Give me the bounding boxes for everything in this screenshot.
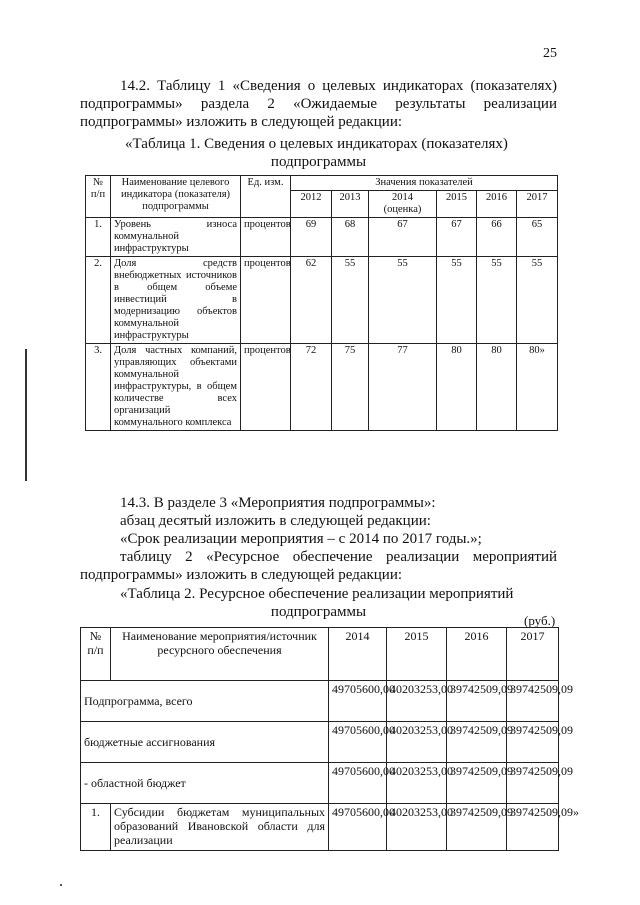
indicator-value: 62 (291, 257, 332, 344)
indicator-value: 55 (477, 257, 517, 344)
margin-bracket-mark (25, 349, 27, 481)
indicator-value: 69 (291, 218, 332, 257)
row-num: 1. (81, 804, 111, 851)
table1-year: 2016 (477, 191, 517, 218)
table2-header-row (81, 628, 559, 681)
indicator-value: 80 (477, 344, 517, 431)
section-14-3-line3: «Срок реализации мероприятия – с 2014 по 2017 годы.»; (120, 531, 482, 547)
table1-year: 2013 (332, 191, 369, 218)
table1-year: 2014 (оценка) (369, 191, 437, 218)
resource-value: 40203253,00 (387, 722, 447, 763)
resource-name: Субсидии бюджетам муниципальных образований Ивановской области для реализации (111, 804, 329, 851)
section-14-2-line3: подпрограммы» изложить в следующей редакции: (80, 114, 403, 130)
indicator-value: 66 (477, 218, 517, 257)
resource-value: 49705600,00 (329, 681, 387, 722)
table2-year: 2017 (507, 628, 559, 681)
indicator-value: 67 (437, 218, 477, 257)
resource-name: - областной бюджет (81, 763, 329, 804)
row-num: 1. (86, 218, 111, 257)
indicator-value: 80 (437, 344, 477, 431)
indicator-value: 55 (517, 257, 558, 344)
table-row (86, 218, 558, 257)
indicator-value: 67 (369, 218, 437, 257)
section-14-2-line1: 14.2. Таблицу 1 «Сведения о целевых индикаторах (показателях) (120, 78, 557, 94)
table2-header-name: Наименование мероприятия/источник ресурсного обеспечения (111, 628, 329, 681)
resource-value: 40203253,00 (387, 681, 447, 722)
resource-value: 39742509,09» (507, 804, 559, 851)
indicator-name: Доля средств внебюджетных источников в общем объеме инвестиций в модернизацию объектов коммунальной инфраструктуры (111, 257, 241, 344)
table-row (81, 763, 559, 804)
indicators-table (85, 175, 558, 431)
indicator-name: Уровень износа коммунальной инфраструктуры (111, 218, 241, 257)
unit-note: (руб.) (524, 613, 556, 628)
resource-value: 39742509,09 (447, 804, 507, 851)
resource-value: 39742509,09 (447, 681, 507, 722)
resource-value: 49705600,00 (329, 763, 387, 804)
indicator-value: 72 (291, 344, 332, 431)
indicator-unit: процентов (241, 257, 291, 344)
table1-year: 2017 (517, 191, 558, 218)
table2-title-line2: подпрограммы (270, 604, 367, 620)
table-row (81, 681, 559, 722)
table1-header-values: Значения показателей (291, 176, 558, 191)
resource-name: бюджетные ассигнования (81, 722, 329, 763)
resource-value: 39742509,09 (447, 722, 507, 763)
indicator-value: 55 (437, 257, 477, 344)
indicator-value: 55 (369, 257, 437, 344)
table2-header-num: № п/п (81, 628, 111, 681)
resource-value: 39742509,09 (507, 722, 559, 763)
table-row (81, 722, 559, 763)
indicator-value: 68 (332, 218, 369, 257)
table-row (81, 804, 559, 851)
table1-header-row (86, 176, 558, 191)
table1-header-name: Наименование целевого индикатора (показателя) подпрограммы (111, 176, 241, 218)
table-row (86, 344, 558, 431)
indicator-value: 80» (517, 344, 558, 431)
indicator-value: 77 (369, 344, 437, 431)
indicator-name: Доля частных компаний, управляющих объектами коммунальной инфраструктуры, в общем количестве всех организаций коммунального комплекса (111, 344, 241, 431)
resource-value: 49705600,00 (329, 722, 387, 763)
indicator-unit: процентов (241, 344, 291, 431)
row-num: 2. (86, 257, 111, 344)
resource-value: 39742509,09 (447, 763, 507, 804)
indicator-value: 75 (332, 344, 369, 431)
section-14-3-line2: абзац десятый изложить в следующей редакции: (120, 513, 431, 529)
table2-year: 2016 (447, 628, 507, 681)
scan-speck (60, 884, 62, 886)
section-14-3-line4: таблицу 2 «Ресурсное обеспечение реализации мероприятий (120, 549, 557, 565)
row-num: 3. (86, 344, 111, 431)
table2-year: 2015 (387, 628, 447, 681)
table1-year: 2015 (437, 191, 477, 218)
table-row (86, 257, 558, 344)
section-14-3-line1: 14.3. В разделе 3 «Мероприятия подпрограммы»: (120, 495, 436, 511)
resource-value: 39742509,09 (507, 681, 559, 722)
table2-title-line1: «Таблица 2. Ресурсное обеспечение реализации мероприятий (120, 586, 514, 602)
section-14-2-line2: подпрограммы» раздела 2 «Ожидаемые результаты реализации (80, 96, 557, 112)
resource-name: Подпрограмма, всего (81, 681, 329, 722)
table1-title-line2: подпрограммы (270, 154, 367, 170)
table1-title-line1: «Таблица 1. Сведения о целевых индикаторах (показателях) (125, 136, 508, 152)
resource-value: 40203253,00 (387, 804, 447, 851)
indicator-unit: процентов (241, 218, 291, 257)
resource-value: 49705600,00 (329, 804, 387, 851)
table2-year: 2014 (329, 628, 387, 681)
page-number: 25 (543, 46, 557, 61)
indicator-value: 55 (332, 257, 369, 344)
resource-value: 39742509,09 (507, 763, 559, 804)
resources-table (80, 627, 579, 851)
section-14-3-line5: подпрограммы» изложить в следующей редакции: (80, 567, 403, 583)
table1-header-num: № п/п (86, 176, 111, 218)
table1-header-unit: Ед. изм. (241, 176, 291, 218)
resource-value: 40203253,00 (387, 763, 447, 804)
table1-year: 2012 (291, 191, 332, 218)
indicator-value: 65 (517, 218, 558, 257)
